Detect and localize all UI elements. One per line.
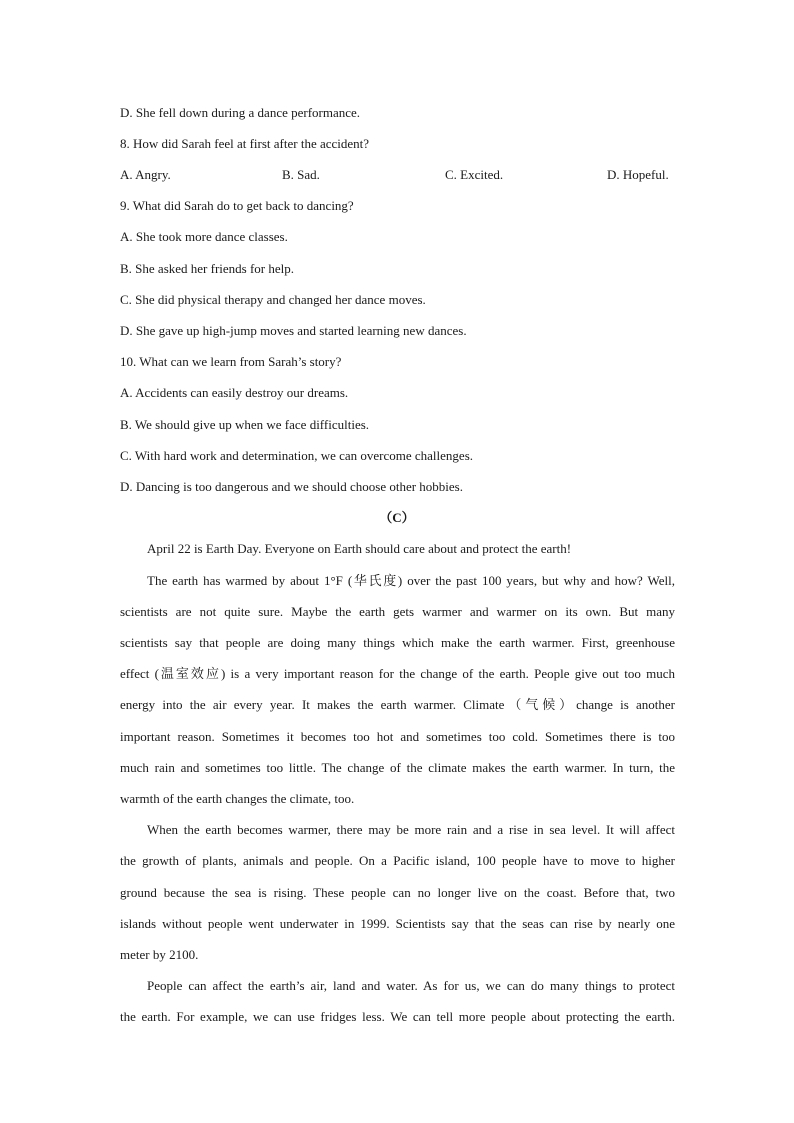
q10-option-b: B. We should give up when we face difficulties. xyxy=(120,417,370,432)
passage-line: the earth. For example, we can use fridges less. We can tell more people about protecting the earth. xyxy=(120,1009,675,1024)
passage-line: scientists say that people are doing many things which make the earth warmer. First, greenhouse xyxy=(120,635,675,650)
passage-line: the growth of plants, animals and people. On a Pacific island, 100 people have to move to higher xyxy=(120,853,675,868)
section-c-title: （C） xyxy=(379,510,415,525)
passage-line: April 22 is Earth Day. Everyone on Earth should care about and protect the earth! xyxy=(147,541,572,556)
passage-line: The earth has warmed by about 1°F (华氏度) over the past 100 years, but why and how? Well, xyxy=(147,573,675,588)
q8-option-b: B. Sad. xyxy=(282,167,320,182)
q8-option-a: A. Angry. xyxy=(120,167,171,182)
q7-option-d: D. She fell down during a dance performance. xyxy=(120,105,361,120)
passage-line: important reason. Sometimes it becomes too hot and sometimes too cold. Sometimes there is too xyxy=(120,729,675,744)
q10-question: 10. What can we learn from Sarah’s story? xyxy=(120,354,342,369)
passage-line: energy into the air every year. It makes the earth warmer. Climate（气候）change is another xyxy=(120,697,675,712)
q9-question: 9. What did Sarah do to get back to dancing? xyxy=(120,198,354,213)
q9-option-c: C. She did physical therapy and changed her dance moves. xyxy=(120,292,426,307)
passage-line: warmth of the earth changes the climate, too. xyxy=(120,791,355,806)
passage-line: When the earth becomes warmer, there may be more rain and a rise in sea level. It will affect xyxy=(147,822,675,837)
passage-line: ground because the sea is rising. These people can no longer live on the coast. Before that, two xyxy=(120,885,675,900)
q10-option-d: D. Dancing is too dangerous and we should choose other hobbies. xyxy=(120,479,463,494)
passage-line: islands without people went underwater in 1999. Scientists say that the seas can rise by nearly one xyxy=(120,916,675,931)
q8-option-d: D. Hopeful. xyxy=(607,167,669,182)
passage-line: People can affect the earth’s air, land and water. As for us, we can do many things to protect xyxy=(147,978,675,993)
q8-question: 8. How did Sarah feel at first after the accident? xyxy=(120,136,370,151)
q8-option-c: C. Excited. xyxy=(445,167,504,182)
q9-option-b: B. She asked her friends for help. xyxy=(120,261,295,276)
q9-option-a: A. She took more dance classes. xyxy=(120,229,288,244)
passage-line: scientists are not quite sure. Maybe the earth gets warmer and warmer on its own. But many xyxy=(120,604,675,619)
passage-line: much rain and sometimes too little. The change of the climate makes the earth warmer. In turn, the xyxy=(120,760,675,775)
passage-line: meter by 2100. xyxy=(120,947,199,962)
q10-option-a: A. Accidents can easily destroy our dreams. xyxy=(120,385,349,400)
q9-option-d: D. She gave up high-jump moves and started learning new dances. xyxy=(120,323,467,338)
passage-line: effect (温室效应) is a very important reason for the change of the earth. People give out too much xyxy=(120,666,675,681)
q10-option-c: C. With hard work and determination, we can overcome challenges. xyxy=(120,448,474,463)
